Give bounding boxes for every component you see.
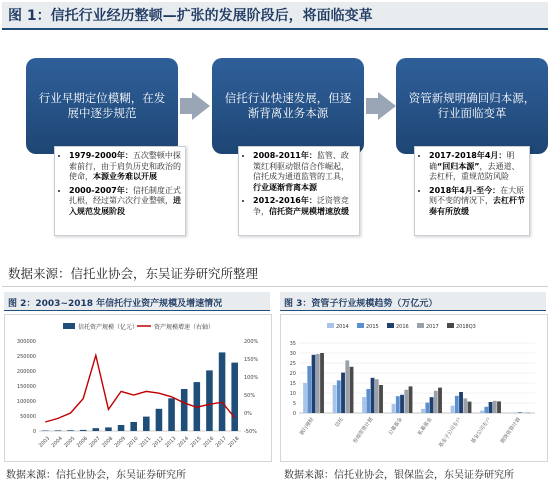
chart3-title: 图 3：资管子行业规模趋势（万亿元） xyxy=(284,299,438,309)
bar-asset-scale xyxy=(105,427,112,431)
y-tick-label: 35 xyxy=(289,341,296,347)
bar-2016 xyxy=(312,355,316,413)
card-bullet: • 1979-2000年：五次整顿中探索前行，由于肩负历史和政治的使命，本源业务难以开展 xyxy=(69,151,181,183)
card-bullet: • 2018年4月-至今：在大原则不变的情况下，去杠杆节奏有所放缓 xyxy=(429,186,525,218)
x-tick-label: 银行理财 xyxy=(298,416,316,437)
legend-swatch xyxy=(357,323,364,328)
x-tick-label: 2006 xyxy=(75,435,90,449)
y-tick-label: 30 xyxy=(289,351,296,357)
bar-2018Q3 xyxy=(320,353,324,413)
bar-2017 xyxy=(375,379,379,413)
y-tick-label: 20 xyxy=(289,371,296,377)
bar-asset-scale xyxy=(67,430,74,431)
source-note: 数据来源：信托业协会，东吴证券研究所整理 xyxy=(8,266,259,281)
bar-2015 xyxy=(337,380,341,413)
x-tick-label: 券商资管计划 xyxy=(352,416,375,445)
bar-asset-scale xyxy=(156,409,163,431)
legend-label: 2017 xyxy=(426,324,439,330)
legend-label: 资产规模增速（右轴） xyxy=(154,324,215,331)
bar-2018Q3 xyxy=(350,367,354,413)
x-tick-label: 信托 xyxy=(334,416,345,429)
y-tick-label: 5 xyxy=(292,401,296,407)
x-tick-label: 2009 xyxy=(113,435,127,449)
bar-2014 xyxy=(362,397,366,413)
bar-asset-scale xyxy=(181,389,188,431)
legend-label: 2015 xyxy=(366,324,379,330)
bar-2015 xyxy=(455,396,459,413)
y-tick-label-left: 100000 xyxy=(16,399,36,405)
x-tick-label: 基金公司专户 xyxy=(470,416,493,445)
x-tick-label: 2010 xyxy=(126,435,140,449)
stage-box-1: 行业早期定位模糊，在发展中逐步规范 xyxy=(26,58,178,154)
bar-2017 xyxy=(434,391,438,413)
bar-asset-scale xyxy=(55,430,62,431)
bar-2018Q3 xyxy=(438,388,442,413)
bar-2017 xyxy=(463,398,467,413)
bar-2015 xyxy=(307,366,311,413)
bar-2015 xyxy=(484,407,488,413)
bar-asset-scale xyxy=(219,352,226,431)
x-tick-label: 2003 xyxy=(37,435,52,449)
bar-2014 xyxy=(421,409,425,413)
x-tick-label: 2011 xyxy=(138,435,153,449)
stage-card-2 xyxy=(238,146,360,236)
y-tick-label: 10 xyxy=(289,391,296,397)
card-bullet: • 2008-2011年：监管、政策红利驱动银信合作崛起，信托成为通道监管的工具，行业逐渐背离本源 xyxy=(253,151,355,193)
bar-2015 xyxy=(425,403,429,413)
bar-asset-scale xyxy=(168,398,175,431)
arrow-shaft-2 xyxy=(366,98,378,114)
bar-2017 xyxy=(493,401,497,413)
bar-asset-scale xyxy=(206,370,213,431)
figure-title: 图 1：信托行业经历整顿—扩张的发展阶段后，将面临变革 xyxy=(8,8,373,24)
x-tick-label: 2008 xyxy=(101,435,115,449)
x-tick-label: 基金子公司专户 xyxy=(437,416,463,449)
x-tick-label: 2005 xyxy=(63,435,77,449)
x-tick-label: 私募基金 xyxy=(416,416,434,437)
chart3-frame xyxy=(280,314,548,462)
x-tick-label: 2015 xyxy=(189,435,203,449)
chart2-title: 图 2：2003~2018 年信托行业资产规模及增速情况 xyxy=(8,299,223,309)
bar-asset-scale xyxy=(93,428,100,431)
chart2-source: 数据来源：信托业协会，东吴证券研究所 xyxy=(6,470,186,481)
chart3-svg xyxy=(281,315,547,461)
bar-2014 xyxy=(480,411,484,413)
bar-2016 xyxy=(430,397,434,413)
x-tick-label: 2004 xyxy=(50,435,64,449)
bar-asset-scale xyxy=(231,363,238,431)
bar-2015 xyxy=(396,396,400,413)
stage-box-2: 信托行业快速发展，但逐渐背离业务本源 xyxy=(212,58,364,154)
y-tick-label: 15 xyxy=(289,381,296,387)
y-tick-label-right: -50% xyxy=(244,429,257,435)
y-tick-label-left: 250000 xyxy=(16,354,36,360)
legend-label: 2018Q3 xyxy=(456,324,476,330)
x-tick-label: 2017 xyxy=(214,435,228,449)
bar-2016 xyxy=(518,412,522,413)
x-tick-label: 公募基金 xyxy=(387,416,404,437)
bar-2018Q3 xyxy=(468,402,472,413)
legend-swatch xyxy=(387,323,394,328)
bar-2017 xyxy=(345,360,349,413)
bar-2017 xyxy=(404,390,408,413)
y-tick-label-left: 300000 xyxy=(16,339,36,345)
bar-2016 xyxy=(371,378,375,413)
y-tick-label: 0 xyxy=(292,411,296,417)
y-tick-label-right: 200% xyxy=(244,339,259,345)
stage-card-3 xyxy=(414,146,530,236)
arrow-shaft-1 xyxy=(180,98,192,114)
bar-asset-scale xyxy=(143,417,150,431)
y-tick-label-left: 0 xyxy=(32,429,36,435)
x-tick-label: 2007 xyxy=(88,435,102,449)
bar-2014 xyxy=(392,404,396,413)
x-tick-label: 2013 xyxy=(164,435,178,449)
stage-box-3: 资管新规明确回归本源，行业面临变革 xyxy=(396,58,548,154)
y-tick-label-left: 150000 xyxy=(16,384,36,390)
legend-swatch xyxy=(327,323,334,328)
legend-swatch xyxy=(417,323,424,328)
x-tick-label: 2018 xyxy=(227,435,241,449)
bar-2014 xyxy=(333,385,337,413)
divider xyxy=(2,286,548,287)
card-bullet: • 2000-2007年：信托制度正式扎根，经过第六次行业整顿，进入规范发展阶段 xyxy=(69,186,181,218)
x-tick-label: 2012 xyxy=(151,435,165,449)
y-tick-label-right: 50% xyxy=(244,393,256,399)
chart2-frame xyxy=(4,314,272,462)
stage-card-1 xyxy=(54,146,186,236)
legend-swatch-bar xyxy=(63,323,75,329)
legend-label: 2014 xyxy=(336,324,349,330)
legend-label: 信托资产规模（亿元） xyxy=(78,324,139,331)
x-tick-label: 2016 xyxy=(202,435,216,449)
x-tick-label: 2014 xyxy=(176,435,191,449)
legend-label: 2016 xyxy=(396,324,409,330)
bar-2015 xyxy=(366,389,370,413)
bar-asset-scale xyxy=(118,425,125,431)
bar-2014 xyxy=(451,406,455,413)
chart2-svg xyxy=(5,315,271,461)
bar-2016 xyxy=(489,402,493,413)
bar-2017 xyxy=(316,354,320,413)
y-tick-label: 25 xyxy=(289,361,296,367)
card-bullet: • 2017-2018年4月：明确“回归本源”，去通道、去杠杆，重规范防风险 xyxy=(429,151,525,183)
y-tick-label-left: 50000 xyxy=(20,414,36,420)
bar-asset-scale xyxy=(130,422,137,431)
bar-2018Q3 xyxy=(409,386,413,413)
y-tick-label-right: 150% xyxy=(244,357,259,363)
bar-2016 xyxy=(459,392,463,413)
y-tick-label-right: 100% xyxy=(244,375,259,381)
bar-2018Q3 xyxy=(379,385,383,413)
y-tick-label-right: 0% xyxy=(244,411,252,417)
bar-2018Q3 xyxy=(497,401,501,413)
arrow-right-icon xyxy=(378,92,396,120)
bar-2014 xyxy=(303,383,307,413)
legend-swatch xyxy=(447,323,454,328)
chart3-source: 数据来源：信托业协会，银保监会，东吴证券研究所 xyxy=(284,470,514,481)
card-bullet: • 2012-2016年：泛资管竞争，信托资产规模增速放缓 xyxy=(253,196,355,217)
bar-asset-scale xyxy=(80,430,87,431)
y-tick-label-left: 200000 xyxy=(16,369,36,375)
arrow-right-icon xyxy=(192,92,210,120)
bar-2016 xyxy=(341,373,345,413)
x-tick-label: 期货资管计划 xyxy=(499,416,522,445)
bar-2016 xyxy=(400,395,404,413)
